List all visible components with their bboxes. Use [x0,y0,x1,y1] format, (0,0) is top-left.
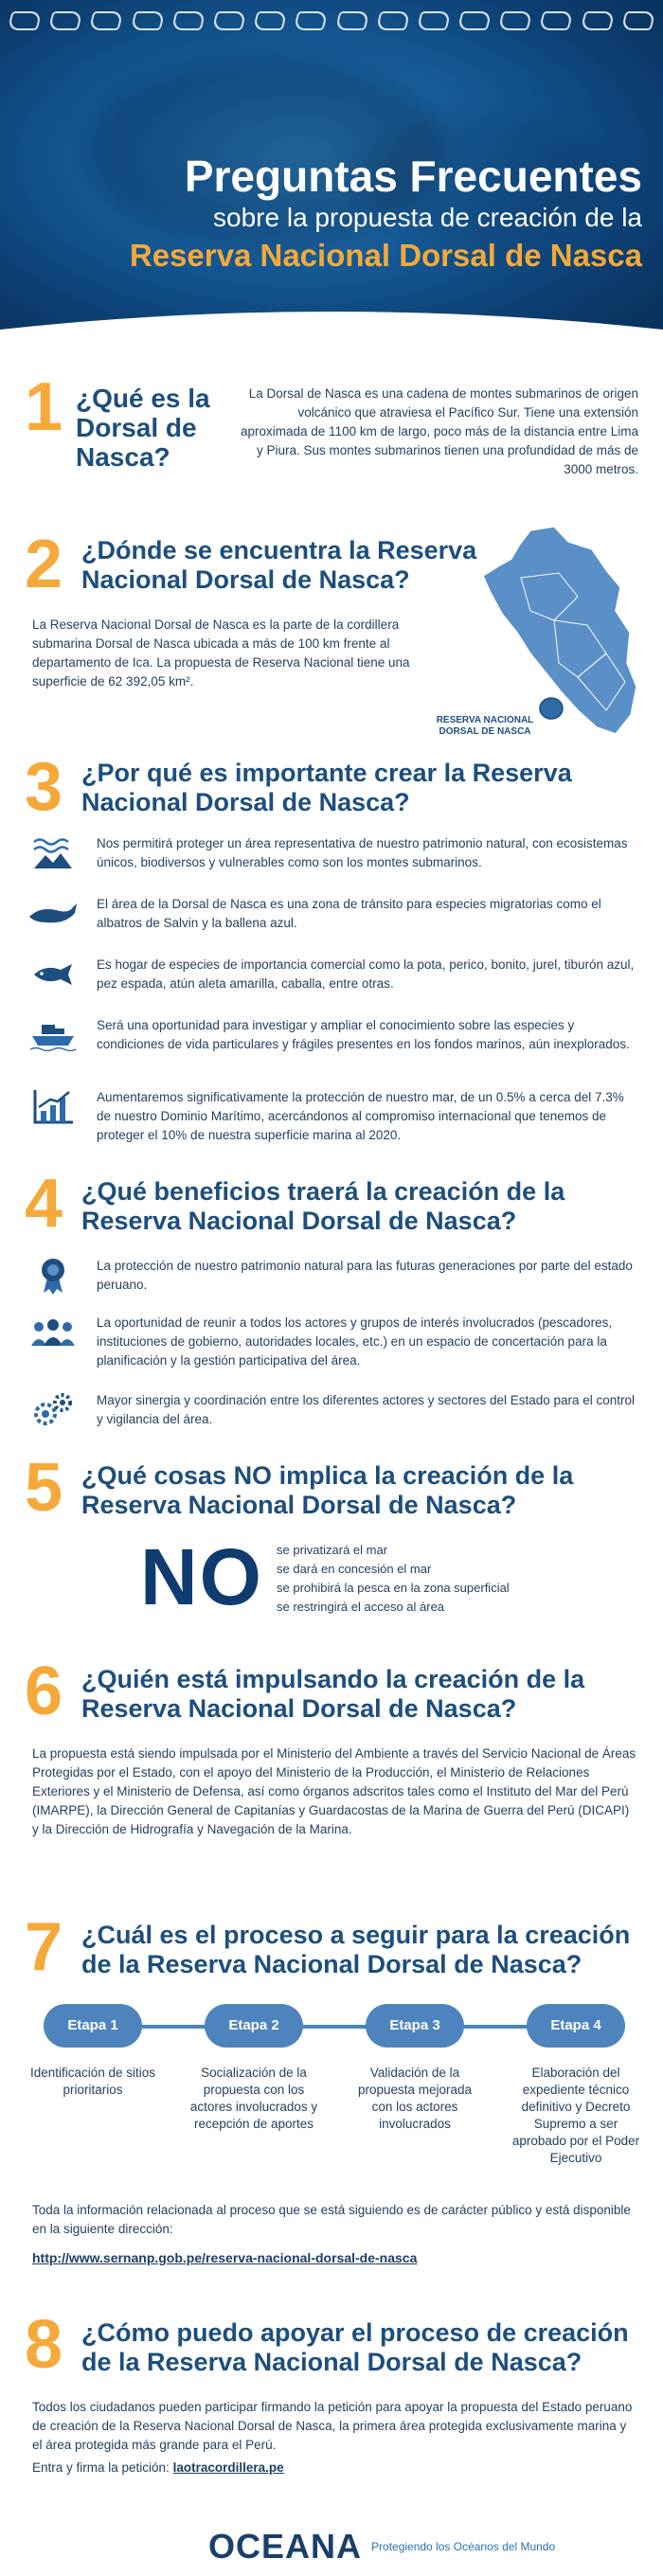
section-text: La Dorsal de Nasca es una cadena de montes submarinos de origen volcánico que atraviesa el Pacífico Sur. Tiene una extensión aproximada de 1100 km de largo, poco más de la distancia entre Lima y Piura. Sus montes submarinos tienen una profundidad de más de 3000 metros. [241,386,638,476]
logo-brand: OCEANA [208,2527,363,2566]
list-item-text: Será una oportunidad para investigar y ampliar el conocimiento sobre las especies y condiciones de vida particulares y frágiles presentes en los fondos marinos, aún inexplorados. [97,1018,630,1051]
section-number: 6 [25,1654,63,1729]
title-subtitle: sobre la propuesta de creación de la [213,203,642,232]
no-list-item: se prohibirá la pesca en la zona superficial [277,1581,510,1595]
sign-petition [32,2459,638,2478]
process-info: Toda la información relacionada al proceso que se está siguiendo es de carácter público y está disponible en la siguiente dirección: [32,2203,631,2236]
whale-icon [25,895,81,933]
list-item-text: Es hogar de especies de importancia comercial como la pota, perico, bonito, jurel, tiburón azul, pez espada, atún aleta amarilla, caballa, entre otras. [97,957,635,991]
stage-3-pill: Etapa 3 [366,2004,464,2048]
section-number: 2 [25,527,63,602]
sign-prefix: Entra y firma la petición: [32,2460,170,2475]
section-question: ¿Por qué es importante crear la Reserva Nacional Dorsal de Nasca? [81,759,572,816]
map-label: RESERVA NACIONAL DORSAL DE NASCA [436,715,534,737]
oceana-logo [208,2527,555,2567]
list-item-text: Aumentaremos significativamente la protección de nuestro mar, de un 0.5% a cerca del 7.3% de nuestro Dominio Marítimo, acercándonos al compromiso internacional que tenemos de proteger el 10% de nuestra superficie marina al 2020. [97,1090,624,1142]
title-main: Preguntas Frecuentes [184,152,642,201]
list-item [25,956,638,993]
section-question: ¿Qué cosas NO implica la creación de la Reserva Nacional Dorsal de Nasca? [81,1461,574,1519]
stage-4-desc: Elaboración del expediente técnico definitivo y Decreto Supremo a ser aprobado por el Poder Ejecutivo [511,2066,640,2165]
section-question: ¿Qué beneficios traerá la creación de la Reserva Nacional Dorsal de Nasca? [81,1177,565,1235]
section-number: 7 [25,1909,63,1985]
section-number: 3 [25,749,63,825]
title-reserve: Reserva Nacional Dorsal de Nasca [129,238,642,273]
research-ship-icon [25,1016,81,1054]
no-list-item: se restringirá el acceso al área [277,1600,445,1614]
list-item-text: El área de la Dorsal de Nasca es una zona de tránsito para especies migratorias como el albatros de Salvin y la ballena azul. [97,897,601,930]
petition-link[interactable]: laotracordillera.pe [172,2460,284,2475]
section-text: La Reserva Nacional Dorsal de Nasca es la parte de la cordillera submarina Dorsal de Nasca ubicada a más de 100 km frente al departamento de Ica. La propuesta de Reserva Nacional tiene una superficie de 62 392,05 km². [32,617,410,689]
process-line [89,2025,574,2029]
list-item-text: Nos permitirá proteger un área representativa de nuestro patrimonio natural, con ecosistemas únicos, biodiversos y vulnerables como son los montes submarinos. [97,836,628,869]
section-number: 5 [25,1450,63,1526]
stage-3-desc: Validación de la propuesta mejorada con los actores involucrados [357,2066,473,2131]
section-1 [0,350,663,511]
section-3 [0,743,663,1170]
section-question: ¿Qué es la Dorsal de Nasca? [76,384,210,472]
list-item [25,1088,638,1145]
wave-divider [0,303,663,350]
section-8 [0,2307,663,2576]
section-number: 1 [25,369,63,445]
header-banner [0,0,663,350]
section-number: 8 [25,2307,63,2383]
stage-2-desc: Socialización de la propuesta con los actores involucrados y recepción de aportes [189,2066,318,2131]
section-5 [0,1450,663,1657]
stage-1-pill: Etapa 1 [44,2004,142,2048]
section-text: Todos los ciudadanos pueden participar firmando la petición para apoyar la propuesta del Estado peruano de creación de la Reserva Nacional Dorsal de Nasca, la primera área protegida exclusivamente marina y el área protegida más grande para el Perú. [32,2400,633,2452]
stage-4-pill: Etapa 4 [527,2004,625,2048]
waves-mountains-icon [25,834,81,872]
list-item-text: Mayor sinergia y coordinación entre los diferentes actores y sectores del Estado para el control y vigilancia del área. [97,1393,636,1426]
stage-2-pill: Etapa 2 [205,2004,303,2048]
section-question: ¿Dónde se encuentra la Reserva Nacional Dorsal de Nasca? [81,536,477,594]
list-item [25,895,638,933]
section-question: ¿Quién está impulsando la creación de la Reserva Nacional Dorsal de Nasca? [81,1665,585,1723]
section-number: 4 [25,1166,63,1242]
section-question: ¿Cuál es el proceso a seguir para la creación de la Reserva Nacional Dorsal de Nasca? [81,1921,631,1978]
list-item-text: La oportunidad de reunir a todos los actores y grupos de interés involucrados (pescadores, instituciones de gobierno, autoridades locales, etc.) en un espacio de concertación para la planificación y la gestión participativa del área. [97,1315,613,1368]
peru-map-icon [464,521,644,739]
header-pattern [9,11,654,34]
people-group-icon [25,1314,81,1351]
list-item [25,834,638,872]
award-ribbon-icon [25,1257,81,1295]
no-list-item: se dará en concesión el mar [277,1562,432,1576]
page-title [130,152,642,277]
section-7 [0,1909,663,2311]
section-6 [0,1654,663,1913]
no-list-item: se privatizará el mar [277,1543,388,1557]
list-item [25,1391,638,1429]
list-item [25,1016,638,1054]
stage-1-desc: Identificación de sitios prioritarios [29,2066,156,2097]
section-text: La propuesta está siendo impulsada por el Ministerio del Ambiente a través del Servicio Nacional de Áreas Protegidas por el Estado, con el apoyo del Ministerio de la Producción, el Ministerio de Relaciones Exteriores y el Ministerio de Defensa, así como órganos adscritos tales como el Instituto del Mar del Perú (IMARPE), la Dirección General de Capitanías y Guardacostas de la Marina de Guerra del Perú (DICAPI) y la Dirección de Hidrografía y Navegación de la Marina. [32,1746,636,1836]
list-item [25,1257,638,1295]
section-4 [0,1166,663,1454]
big-no: NO [140,1532,263,1621]
gears-icon [25,1391,81,1429]
list-item [25,1314,638,1370]
growth-chart-icon [25,1088,81,1126]
logo-tagline: Protegiendo los Océanos del Mundo [371,2539,556,2553]
section-2 [0,511,663,743]
list-item-text: La protección de nuestro patrimonio natural para las futuras generaciones por parte del estado peruano. [97,1259,633,1292]
section-question: ¿Cómo puedo apoyar el proceso de creación de la Reserva Nacional Dorsal de Nasca? [81,2318,629,2376]
no-list [277,1541,510,1617]
fish-icon [25,956,81,993]
sernanp-link[interactable]: http://www.sernanp.gob.pe/reserva-nacional-dorsal-de-nasca [32,2250,418,2265]
